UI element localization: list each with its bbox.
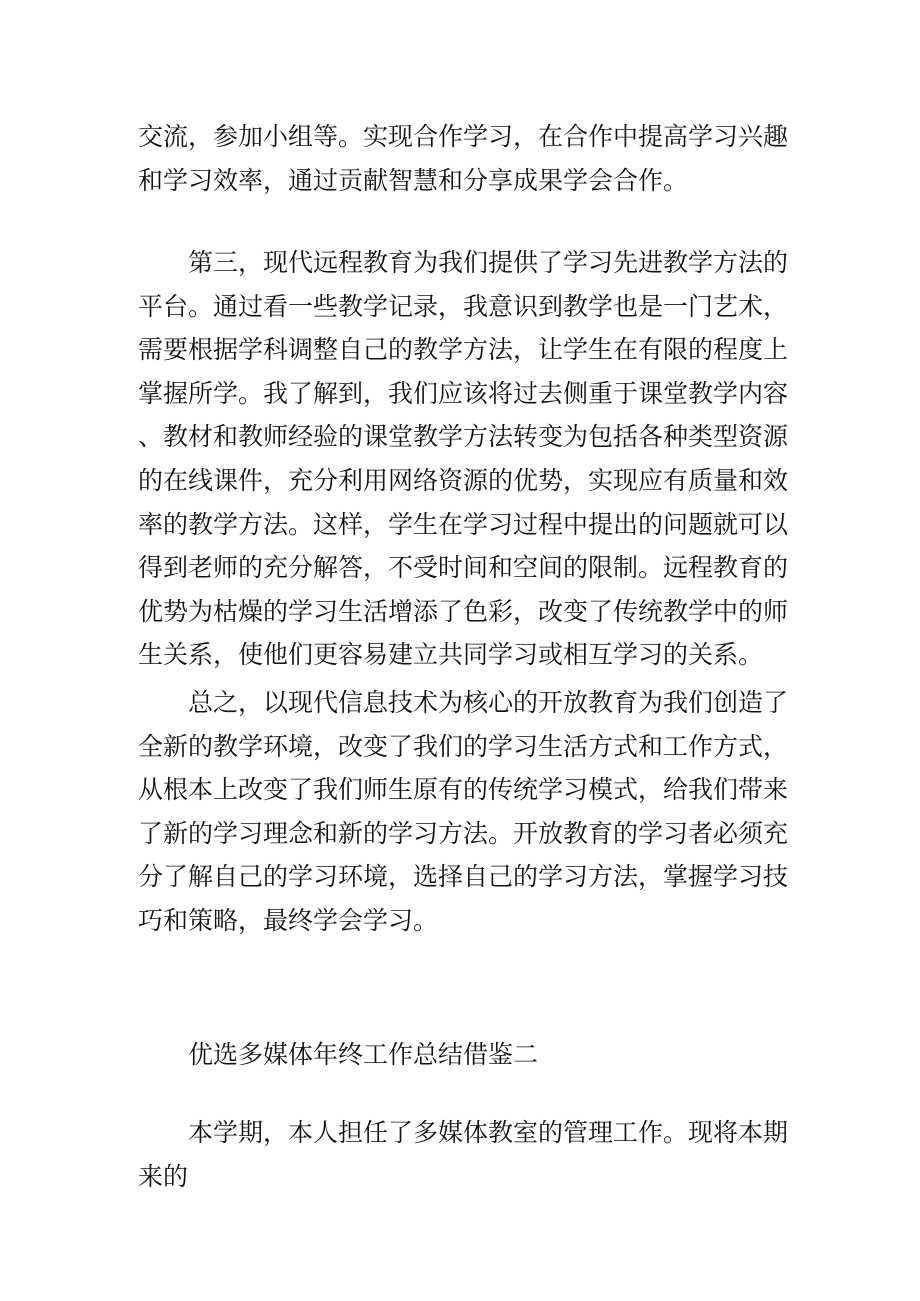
paragraph-continued: 交流，参加小组等。实现合作学习，在合作中提高学习兴趣和学习效率，通过贡献智慧和分享成果学会合作。 bbox=[138, 122, 789, 195]
paragraph-summary: 总之，以现代信息技术为核心的开放教育为我们创造了全新的教学环境，改变了我们的学习生活方式和工作方式，从根本上改变了我们师生原有的传统学习模式，给我们带来了新的学习理念和新的学习方法。开放教育的学习者必须充分了解自己的学习环境，选择自己的学习方法，掌握学习技巧和策略，最终学会学习。 bbox=[138, 688, 789, 935]
paragraph-intro: 本学期，本人担任了多媒体教室的管理工作。现将本期来的 bbox=[138, 1118, 789, 1191]
paragraph-third-point: 第三，现代远程教育为我们提供了学习先进教学方法的平台。通过看一些教学记录，我意识到教学也是一门艺术，需要根据学科调整自己的教学方法，让学生在有限的程度上掌握所学。我了解到，我们应该将过去侧重于课堂教学内容、教材和教师经验的课堂教学方法转变为包括各种类型资源的在线课件，充分利用网络资源的优势，实现应有质量和效率的教学方法。这样，学生在学习过程中提出的问题就可以得到老师的充分解答，不受时间和空间的限制。远程教育的优势为枯燥的学习生活增添了色彩，改变了传统教学中的师生关系，使他们更容易建立共同学习或相互学习的关系。 bbox=[138, 248, 789, 670]
section-title: 优选多媒体年终工作总结借鉴二 bbox=[188, 1040, 539, 1069]
